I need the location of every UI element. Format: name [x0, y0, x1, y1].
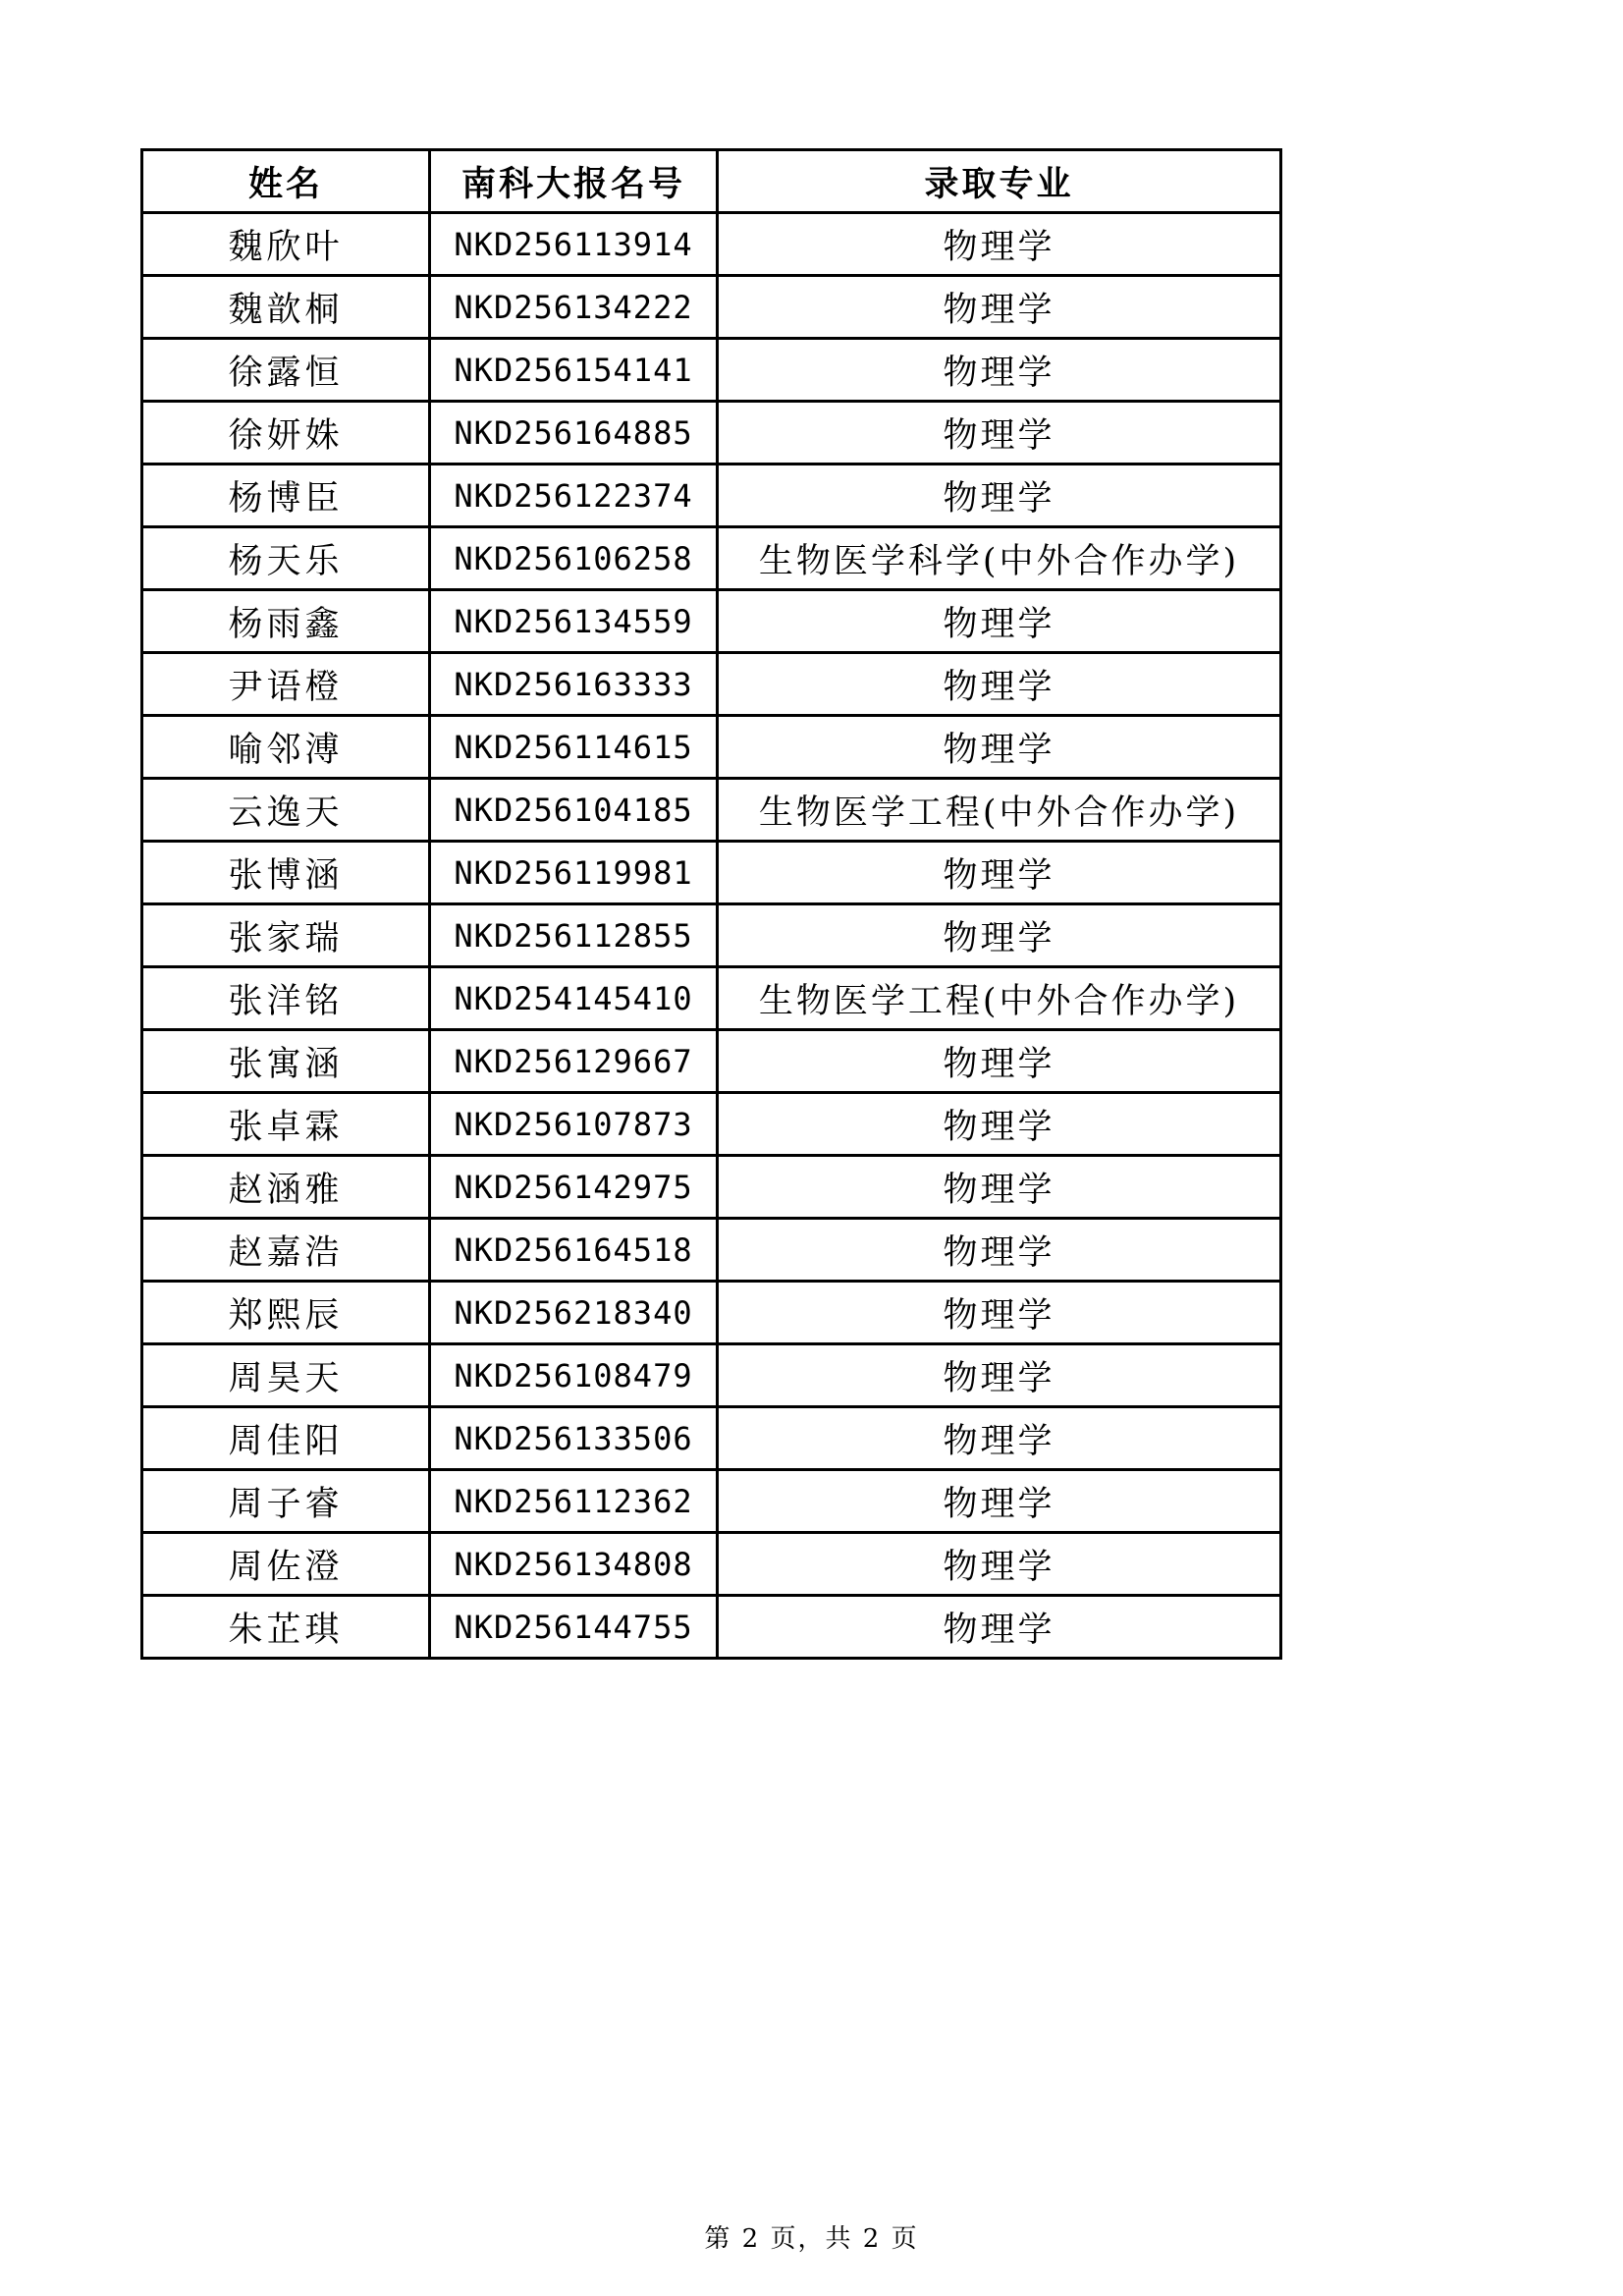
cell-admitted-major: 物理学 — [718, 213, 1281, 276]
cell-name: 赵嘉浩 — [142, 1219, 430, 1282]
cell-name: 张家瑞 — [142, 904, 430, 967]
cell-admitted-major: 生物医学工程(中外合作办学) — [718, 779, 1281, 842]
table-row — [142, 213, 1281, 276]
cell-name: 周子睿 — [142, 1470, 430, 1533]
cell-registration-id: NKD256133506 — [430, 1407, 718, 1470]
table-body — [142, 213, 1281, 1659]
admission-table — [140, 148, 1282, 1660]
cell-name: 杨博臣 — [142, 465, 430, 527]
cell-admitted-major: 物理学 — [718, 842, 1281, 904]
table-row — [142, 1093, 1281, 1156]
cell-registration-id: NKD256129667 — [430, 1030, 718, 1093]
cell-admitted-major: 物理学 — [718, 1533, 1281, 1596]
cell-registration-id: NKD256107873 — [430, 1093, 718, 1156]
table-row — [142, 716, 1281, 779]
cell-name: 周昊天 — [142, 1344, 430, 1407]
cell-admitted-major: 生物医学工程(中外合作办学) — [718, 967, 1281, 1030]
table-row — [142, 1282, 1281, 1344]
cell-registration-id: NKD256104185 — [430, 779, 718, 842]
cell-name: 徐妍姝 — [142, 402, 430, 465]
cell-admitted-major: 物理学 — [718, 402, 1281, 465]
table-row — [142, 1156, 1281, 1219]
cell-registration-id: NKD256122374 — [430, 465, 718, 527]
cell-registration-id: NKD256142975 — [430, 1156, 718, 1219]
cell-name: 杨天乐 — [142, 527, 430, 590]
cell-admitted-major: 物理学 — [718, 1219, 1281, 1282]
cell-registration-id: NKD256106258 — [430, 527, 718, 590]
table-row — [142, 1596, 1281, 1659]
header-row — [142, 150, 1281, 213]
cell-admitted-major: 物理学 — [718, 1596, 1281, 1659]
cell-name: 张洋铭 — [142, 967, 430, 1030]
cell-registration-id: NKD256112855 — [430, 904, 718, 967]
table-row — [142, 842, 1281, 904]
table-row — [142, 590, 1281, 653]
table-row — [142, 465, 1281, 527]
cell-name: 魏歆桐 — [142, 276, 430, 339]
cell-admitted-major: 物理学 — [718, 1470, 1281, 1533]
cell-admitted-major: 物理学 — [718, 716, 1281, 779]
cell-admitted-major: 物理学 — [718, 276, 1281, 339]
page-number: 第 2 页，共 2 页 — [704, 2224, 919, 2254]
cell-admitted-major: 物理学 — [718, 1344, 1281, 1407]
cell-registration-id: NKD256163333 — [430, 653, 718, 716]
cell-name: 赵涵雅 — [142, 1156, 430, 1219]
table-row — [142, 1533, 1281, 1596]
cell-registration-id: NKD256134808 — [430, 1533, 718, 1596]
cell-admitted-major: 物理学 — [718, 339, 1281, 402]
cell-name: 张寓涵 — [142, 1030, 430, 1093]
cell-name: 云逸天 — [142, 779, 430, 842]
cell-registration-id: NKD256144755 — [430, 1596, 718, 1659]
cell-admitted-major: 物理学 — [718, 590, 1281, 653]
table-row — [142, 402, 1281, 465]
cell-registration-id: NKD256114615 — [430, 716, 718, 779]
table-row — [142, 779, 1281, 842]
cell-name: 周佳阳 — [142, 1407, 430, 1470]
cell-name: 郑熙辰 — [142, 1282, 430, 1344]
table-row — [142, 339, 1281, 402]
cell-name: 喻邻溥 — [142, 716, 430, 779]
table-row — [142, 1344, 1281, 1407]
table-header — [142, 150, 1281, 213]
cell-registration-id: NKD256119981 — [430, 842, 718, 904]
cell-admitted-major: 物理学 — [718, 1156, 1281, 1219]
cell-registration-id: NKD256112362 — [430, 1470, 718, 1533]
cell-registration-id: NKD256154141 — [430, 339, 718, 402]
cell-admitted-major: 物理学 — [718, 465, 1281, 527]
cell-admitted-major: 物理学 — [718, 1030, 1281, 1093]
table-row — [142, 653, 1281, 716]
cell-admitted-major: 物理学 — [718, 1093, 1281, 1156]
cell-registration-id: NKD256164885 — [430, 402, 718, 465]
cell-admitted-major: 物理学 — [718, 1282, 1281, 1344]
table-row — [142, 967, 1281, 1030]
cell-name: 徐露恒 — [142, 339, 430, 402]
header-registration-id: 南科大报名号 — [430, 150, 718, 213]
cell-name: 尹语橙 — [142, 653, 430, 716]
cell-name: 张卓霖 — [142, 1093, 430, 1156]
cell-registration-id: NKD256113914 — [430, 213, 718, 276]
table-row — [142, 1407, 1281, 1470]
table-row — [142, 527, 1281, 590]
cell-registration-id: NKD256164518 — [430, 1219, 718, 1282]
cell-name: 朱芷琪 — [142, 1596, 430, 1659]
cell-registration-id: NKD256108479 — [430, 1344, 718, 1407]
table-row — [142, 276, 1281, 339]
cell-name: 杨雨鑫 — [142, 590, 430, 653]
table-row — [142, 904, 1281, 967]
cell-name: 张博涵 — [142, 842, 430, 904]
table-row — [142, 1470, 1281, 1533]
cell-name: 魏欣叶 — [142, 213, 430, 276]
table-row — [142, 1219, 1281, 1282]
cell-registration-id: NKD256134559 — [430, 590, 718, 653]
cell-registration-id: NKD256134222 — [430, 276, 718, 339]
cell-admitted-major: 物理学 — [718, 1407, 1281, 1470]
cell-admitted-major: 生物医学科学(中外合作办学) — [718, 527, 1281, 590]
cell-admitted-major: 物理学 — [718, 653, 1281, 716]
header-admitted-major: 录取专业 — [718, 150, 1281, 213]
cell-registration-id: NKD254145410 — [430, 967, 718, 1030]
header-name: 姓名 — [142, 150, 430, 213]
table-row — [142, 1030, 1281, 1093]
cell-registration-id: NKD256218340 — [430, 1282, 718, 1344]
cell-admitted-major: 物理学 — [718, 904, 1281, 967]
cell-name: 周佐澄 — [142, 1533, 430, 1596]
